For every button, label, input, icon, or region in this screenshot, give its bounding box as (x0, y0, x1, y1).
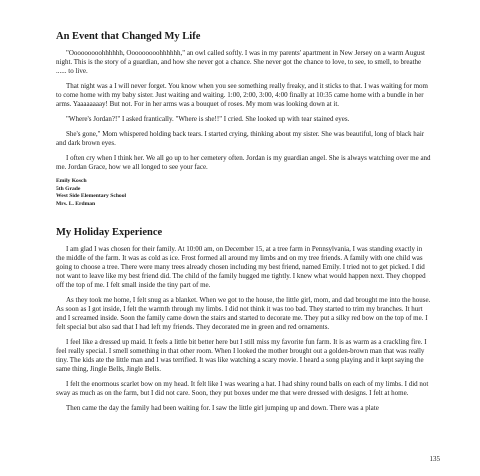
story-two-paragraph: Then came the day the family had been waiting for. I saw the little girl jumping up and down. There was a plate (66, 404, 379, 412)
author-block (56, 178, 432, 208)
story-one-paragraph: I often cry when I think her. We all go up to her cemetery often. Jordan is my guardian angel. She is always watching over me and me. Jordan Grace, how we all longed to see your face. (56, 154, 431, 171)
page-number: 135 (429, 455, 440, 463)
story-two-title: My Holiday Experience (56, 227, 163, 238)
story-one-title: An Event that Changed My Life (56, 31, 201, 42)
story-two-paragraph: I am glad I was chosen for their family. At 10:00 am, on December 15, at a tree farm in Pennsylvania, I was standing exactly in the middle of the farm. It was as cold as ice. Frost formed all around my limbs and on my tree friends. A family with one child was going to choose a tree. There were many trees already chosen including my best friend, named Emily. I tried not to get picked. I did not want to leave like my best friend did. The child of the family hugged me tightly. I knew what would happen next. They chopped off the top of me. I felt small inside the tiny part of me. (56, 245, 426, 289)
story-one-paragraph: That night was a I will never forget. You know when you see something really freaky, and it sticks to that. I was waiting for mom to come home with my baby sister. Just waiting and waiting. 1:00, 2:00, 3:00, 4:00 finally at 10:35 came home with a bundle in her arms. Yaaaaaaaay! But not. For in her arms was a bouquet of roses. My mom was looking down at it. (56, 82, 428, 108)
story-one-paragraph: She's gone," Mom whispered holding back tears. I started crying, thinking about my sister. She was beautiful, long of black hair and dark brown eyes. (56, 130, 425, 147)
author-school: West Side Elementary School (56, 193, 127, 199)
story-one (56, 30, 432, 208)
author-teacher: Mrs. L. Erdman (56, 200, 96, 207)
author-name: Emily Kosch (56, 178, 87, 184)
story-two-paragraph: I felt the enormous scarlet bow on my head. It felt like I was wearing a hat. I had shiny round balls on each of my limbs. I did not sway as much as on the farm, but I did not care. Soon, they put boxes under me that were dressed with designs. I felt at home. (56, 380, 429, 397)
author-grade: 5th Grade (56, 185, 81, 192)
story-two (56, 226, 432, 419)
story-one-paragraph: "Where's Jordan?!" I asked frantically. "Where is she!!" I cried. She looked up with tear stained eyes. (66, 115, 350, 123)
story-two-paragraph: As they took me home, I felt snug as a blanket. When we got to the house, the little girl, mom, and dad brought me into the house. As soon as I got inside, I felt the warmth through my limbs. I did not think it was too bad. They started to trim my branches. It hurt and I screamed inside. Soon the family came down the stairs and started to decorate me. They put a silky red bow on the top of me. I felt special but also sad that I had left my friends. They decorated me in green and red ornaments. (56, 296, 431, 331)
story-one-paragraph: "Ooooooooohhhhhh, Ooooooooohhhhhh," an owl called softly. I was in my parents' apartment in New Jersey on a warm August night. This is the story of a guardian, and how she never got a chance. She never got the chance to love, to see, to smell, to breathe ...... to live. (56, 49, 425, 75)
story-two-paragraph: I feel like a dressed up maid. It feels a little bit better here but I still miss my favorite fun farm. It is as warm as a crackling fire. I feel really special. I smell something in that other room. When I looked the mother brought out a golden-brown man that was really tiny. The kids ate the little man and I was terrified. It was like watching a scary movie. I heard a song playing and it kept saying the same thing, Jingle Bells, Jingle Bells. (56, 338, 427, 373)
